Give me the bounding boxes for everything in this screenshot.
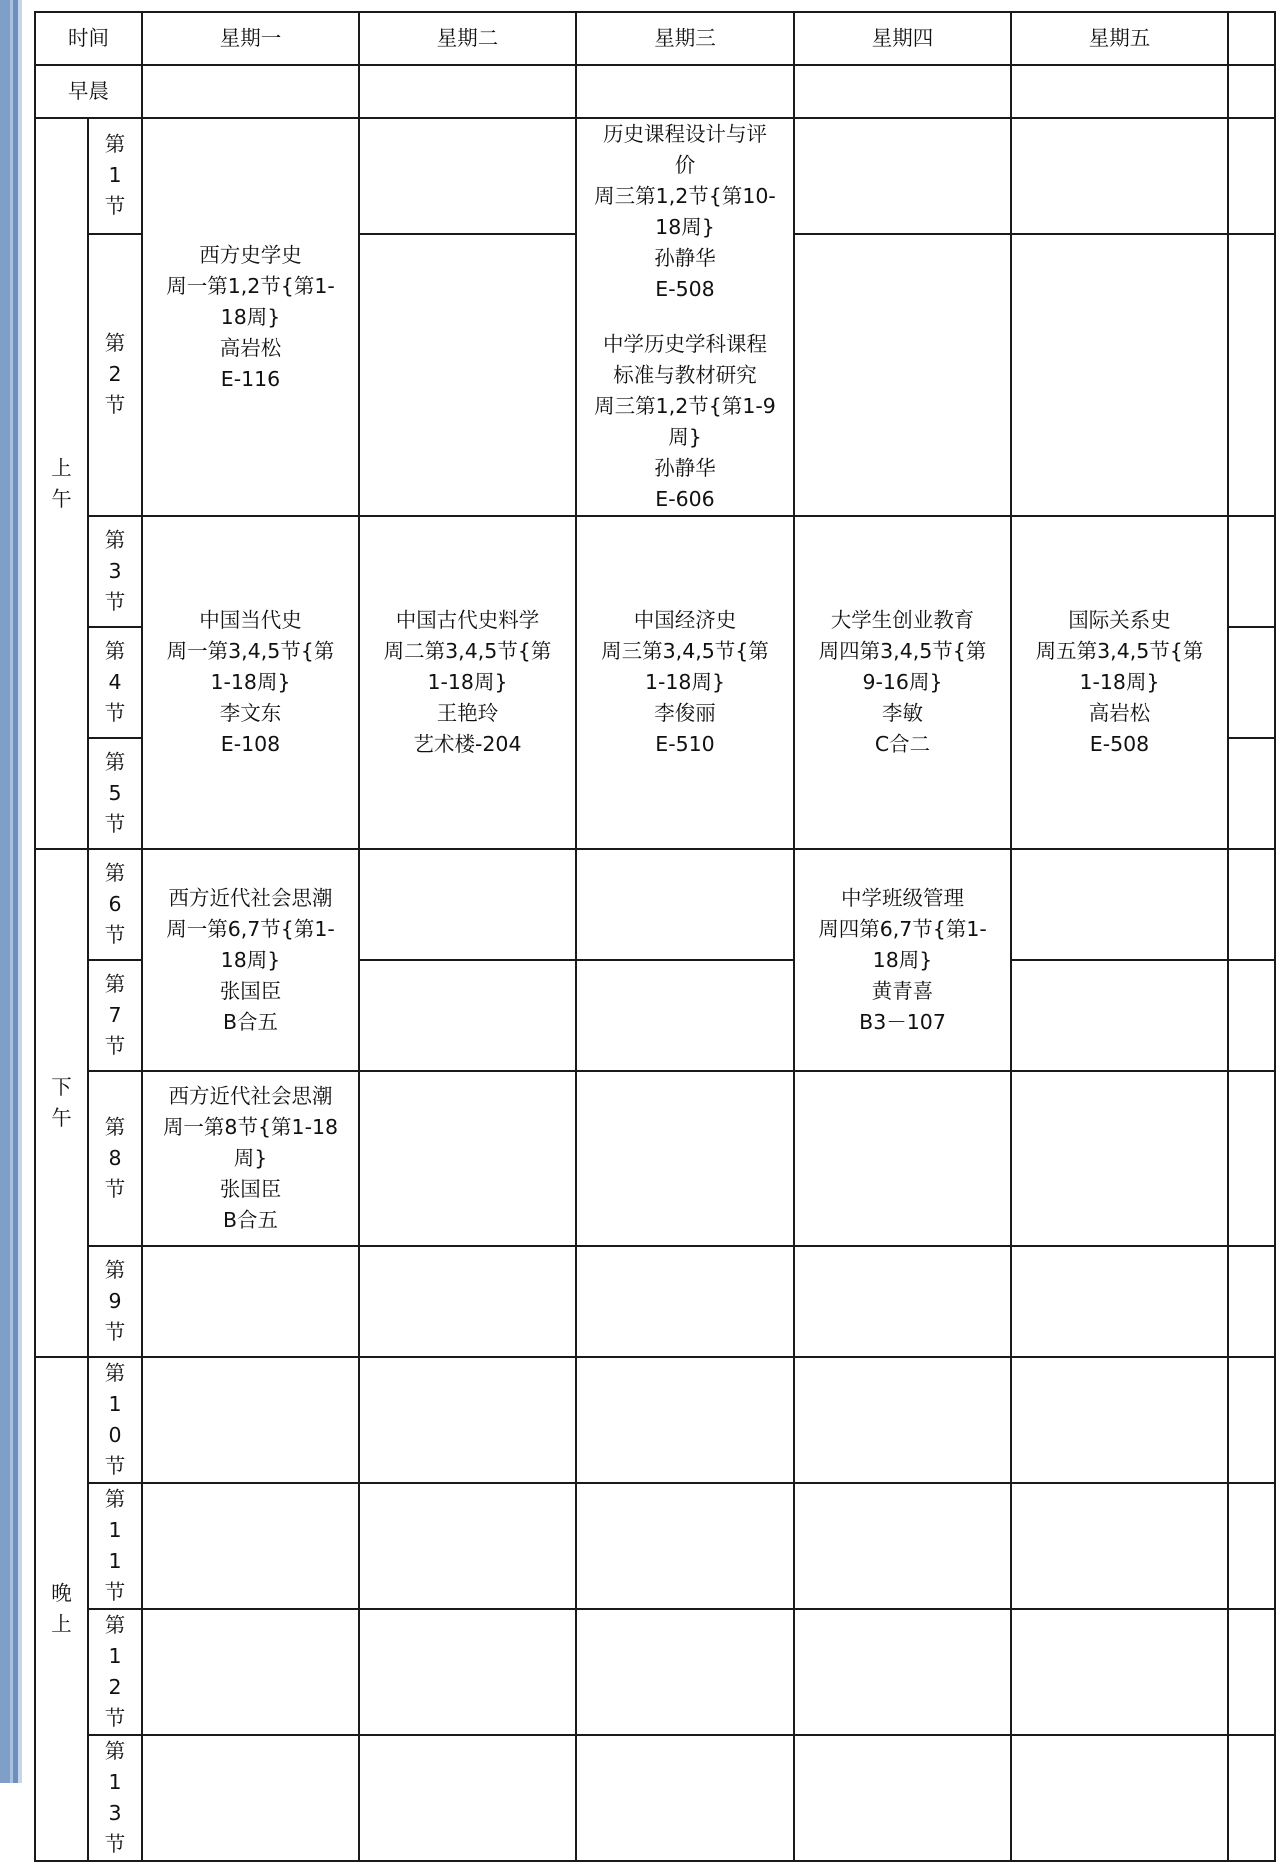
course-teacher: 黄青喜 bbox=[871, 978, 934, 1003]
course-teacher: 张国臣 bbox=[219, 1177, 282, 1201]
morning-row bbox=[35, 65, 1275, 118]
section-am: 上午 bbox=[35, 118, 88, 849]
empty-cell bbox=[794, 118, 1011, 234]
course-cell[interactable] bbox=[359, 516, 576, 849]
header-monday: 星期一 bbox=[142, 12, 359, 65]
empty-cell bbox=[142, 1357, 359, 1483]
section-pm: 下午 bbox=[35, 849, 88, 1357]
header-thursday: 星期四 bbox=[794, 12, 1011, 65]
empty-cell bbox=[359, 1609, 576, 1735]
empty-cell bbox=[794, 1357, 1011, 1483]
period-row-6 bbox=[35, 849, 1275, 960]
empty-cell bbox=[576, 1357, 794, 1483]
course-time: 周三第3,4,5节{第1-18周} bbox=[601, 639, 769, 694]
course-teacher: 孙静华 bbox=[654, 246, 716, 270]
period-label-4: 第4节 bbox=[88, 627, 142, 738]
empty-cell bbox=[576, 1609, 794, 1735]
course-name: 中国经济史 bbox=[633, 608, 737, 632]
empty-cell bbox=[1011, 1071, 1228, 1246]
course-room: B合五 bbox=[222, 1208, 279, 1232]
empty-cell bbox=[794, 234, 1011, 516]
period-row-11 bbox=[35, 1483, 1275, 1609]
empty-cell bbox=[1228, 1071, 1275, 1246]
empty-cell bbox=[142, 1735, 359, 1861]
empty-cell bbox=[1011, 849, 1228, 960]
empty-cell bbox=[576, 65, 794, 118]
empty-cell bbox=[794, 1735, 1011, 1861]
empty-cell bbox=[1228, 1246, 1275, 1357]
course-cell[interactable] bbox=[142, 118, 359, 516]
period-label-2: 第2节 bbox=[88, 234, 142, 516]
course-time: 周一第8节{第1-18周} bbox=[162, 1115, 339, 1170]
course-time: 周三第1,2节{第10-18周} bbox=[594, 184, 776, 239]
course-teacher: 李俊丽 bbox=[654, 701, 716, 725]
course-wed-1-2-b bbox=[579, 329, 791, 515]
course-name: 国际关系史 bbox=[1068, 608, 1171, 632]
course-tue-3-5 bbox=[362, 605, 573, 760]
empty-cell bbox=[1228, 1609, 1275, 1735]
period-row-13 bbox=[35, 1735, 1275, 1861]
period-label-5: 第5节 bbox=[88, 738, 142, 849]
course-room: C合二 bbox=[874, 732, 931, 756]
course-thu-6-7 bbox=[797, 883, 1008, 1038]
course-teacher: 孙静华 bbox=[654, 456, 716, 480]
course-cell[interactable] bbox=[794, 849, 1011, 1071]
empty-cell bbox=[1011, 234, 1228, 516]
empty-cell bbox=[1228, 234, 1275, 516]
header-tuesday: 星期二 bbox=[359, 12, 576, 65]
course-fri-3-5 bbox=[1014, 605, 1225, 760]
empty-cell bbox=[794, 1609, 1011, 1735]
empty-cell bbox=[359, 1357, 576, 1483]
period-label-12: 第12节 bbox=[88, 1609, 142, 1735]
course-room: B3－107 bbox=[859, 1009, 946, 1034]
period-row-1 bbox=[35, 118, 1275, 234]
empty-cell bbox=[576, 1246, 794, 1357]
course-room: E-116 bbox=[220, 366, 281, 391]
empty-cell bbox=[1011, 1483, 1228, 1609]
course-name: 西方近代社会思潮 bbox=[168, 1084, 333, 1108]
course-mon-6-7 bbox=[145, 883, 356, 1038]
empty-cell bbox=[1011, 1609, 1228, 1735]
course-room: E-606 bbox=[655, 487, 715, 511]
period-row-9 bbox=[35, 1246, 1275, 1357]
empty-cell bbox=[1011, 118, 1228, 234]
course-teacher: 张国臣 bbox=[219, 978, 282, 1003]
course-cell[interactable] bbox=[142, 849, 359, 1071]
course-name: 西方史学史 bbox=[199, 242, 302, 267]
empty-cell bbox=[142, 65, 359, 118]
empty-cell bbox=[1228, 960, 1275, 1071]
course-time: 周五第3,4,5节{第1-18周} bbox=[1035, 639, 1204, 694]
morning-label: 早晨 bbox=[35, 65, 142, 118]
empty-cell bbox=[576, 960, 794, 1071]
course-room: E-508 bbox=[1089, 732, 1150, 756]
course-time: 周四第3,4,5节{第9-16周} bbox=[818, 639, 987, 694]
course-time: 周一第1,2节{第1-18周} bbox=[166, 273, 335, 329]
section-eve: 晚上 bbox=[35, 1357, 88, 1861]
empty-cell bbox=[576, 849, 794, 960]
course-room: E-510 bbox=[655, 732, 715, 756]
empty-cell bbox=[1228, 627, 1275, 738]
course-cell[interactable] bbox=[794, 516, 1011, 849]
period-label-10: 第10节 bbox=[88, 1357, 142, 1483]
course-name: 大学生创业教育 bbox=[830, 608, 975, 632]
period-label-11: 第11节 bbox=[88, 1483, 142, 1609]
header-overflow bbox=[1228, 12, 1275, 65]
course-teacher: 李文东 bbox=[219, 701, 282, 725]
empty-cell bbox=[576, 1735, 794, 1861]
course-name: 西方近代社会思潮 bbox=[168, 885, 333, 910]
period-row-3 bbox=[35, 516, 1275, 627]
empty-cell bbox=[359, 1735, 576, 1861]
period-label-6: 第6节 bbox=[88, 849, 142, 960]
empty-cell bbox=[1011, 65, 1228, 118]
empty-cell bbox=[1228, 516, 1275, 627]
empty-cell bbox=[1228, 738, 1275, 849]
period-label-8: 第8节 bbox=[88, 1071, 142, 1246]
course-room: 艺术楼-204 bbox=[413, 732, 522, 756]
window-border bbox=[0, 0, 26, 1783]
empty-cell bbox=[142, 1246, 359, 1357]
period-row-10 bbox=[35, 1357, 1275, 1483]
course-wed-3-5 bbox=[579, 605, 791, 760]
period-label-9: 第9节 bbox=[88, 1246, 142, 1357]
course-room: E-108 bbox=[220, 732, 281, 756]
empty-cell bbox=[359, 1483, 576, 1609]
course-mon-1-2 bbox=[145, 240, 356, 395]
course-time: 周四第6,7节{第1-18周} bbox=[818, 916, 987, 972]
empty-cell bbox=[1011, 1357, 1228, 1483]
empty-cell bbox=[1228, 65, 1275, 118]
empty-cell bbox=[1011, 1246, 1228, 1357]
course-name: 中国当代史 bbox=[199, 608, 302, 632]
empty-cell bbox=[1228, 1735, 1275, 1861]
header-row bbox=[35, 12, 1275, 65]
period-row-12 bbox=[35, 1609, 1275, 1735]
course-time: 周三第1,2节{第1-9周} bbox=[594, 394, 776, 449]
course-teacher: 王艳玲 bbox=[436, 701, 499, 725]
empty-cell bbox=[794, 1483, 1011, 1609]
course-room: E-508 bbox=[655, 277, 715, 301]
empty-cell bbox=[142, 1609, 359, 1735]
course-name: 历史课程设计与评价 bbox=[603, 122, 767, 177]
course-teacher: 李敏 bbox=[882, 701, 923, 725]
course-name: 中国古代史料学 bbox=[395, 608, 540, 632]
course-cell[interactable] bbox=[142, 1071, 359, 1246]
course-teacher: 高岩松 bbox=[219, 335, 282, 360]
header-wednesday: 星期三 bbox=[576, 12, 794, 65]
header-time: 时间 bbox=[35, 12, 142, 65]
empty-cell bbox=[794, 1246, 1011, 1357]
course-wed-1-2-a bbox=[579, 119, 791, 305]
course-thu-3-5 bbox=[797, 605, 1008, 760]
empty-cell bbox=[794, 1071, 1011, 1246]
course-name: 中学班级管理 bbox=[841, 885, 964, 910]
empty-cell bbox=[359, 65, 576, 118]
period-label-13: 第13节 bbox=[88, 1735, 142, 1861]
empty-cell bbox=[1011, 960, 1228, 1071]
course-time: 周一第3,4,5节{第1-18周} bbox=[166, 639, 335, 694]
empty-cell bbox=[359, 960, 576, 1071]
course-name: 中学历史学科课程标准与教材研究 bbox=[603, 332, 767, 387]
course-cell[interactable] bbox=[576, 118, 794, 516]
empty-cell bbox=[1228, 118, 1275, 234]
empty-cell bbox=[359, 1246, 576, 1357]
course-mon-8 bbox=[145, 1081, 356, 1236]
course-time: 周二第3,4,5节{第1-18周} bbox=[383, 639, 552, 694]
empty-cell bbox=[359, 118, 576, 234]
class-timetable bbox=[34, 11, 1276, 1862]
period-row-8 bbox=[35, 1071, 1275, 1246]
header-friday: 星期五 bbox=[1011, 12, 1228, 65]
course-cell[interactable] bbox=[576, 516, 794, 849]
empty-cell bbox=[794, 65, 1011, 118]
empty-cell bbox=[1228, 849, 1275, 960]
course-mon-3-5 bbox=[145, 605, 356, 760]
course-cell[interactable] bbox=[142, 516, 359, 849]
empty-cell bbox=[1011, 1735, 1228, 1861]
empty-cell bbox=[1228, 1357, 1275, 1483]
period-label-7: 第7节 bbox=[88, 960, 142, 1071]
course-teacher: 高岩松 bbox=[1088, 701, 1151, 725]
empty-cell bbox=[359, 234, 576, 516]
empty-cell bbox=[359, 1071, 576, 1246]
empty-cell bbox=[576, 1483, 794, 1609]
empty-cell bbox=[359, 849, 576, 960]
empty-cell bbox=[1228, 1483, 1275, 1609]
empty-cell bbox=[142, 1483, 359, 1609]
course-room: B合五 bbox=[222, 1009, 279, 1034]
period-label-1: 第1节 bbox=[88, 118, 142, 234]
course-cell[interactable] bbox=[1011, 516, 1228, 849]
course-time: 周一第6,7节{第1-18周} bbox=[166, 916, 335, 972]
empty-cell bbox=[576, 1071, 794, 1246]
period-label-3: 第3节 bbox=[88, 516, 142, 627]
